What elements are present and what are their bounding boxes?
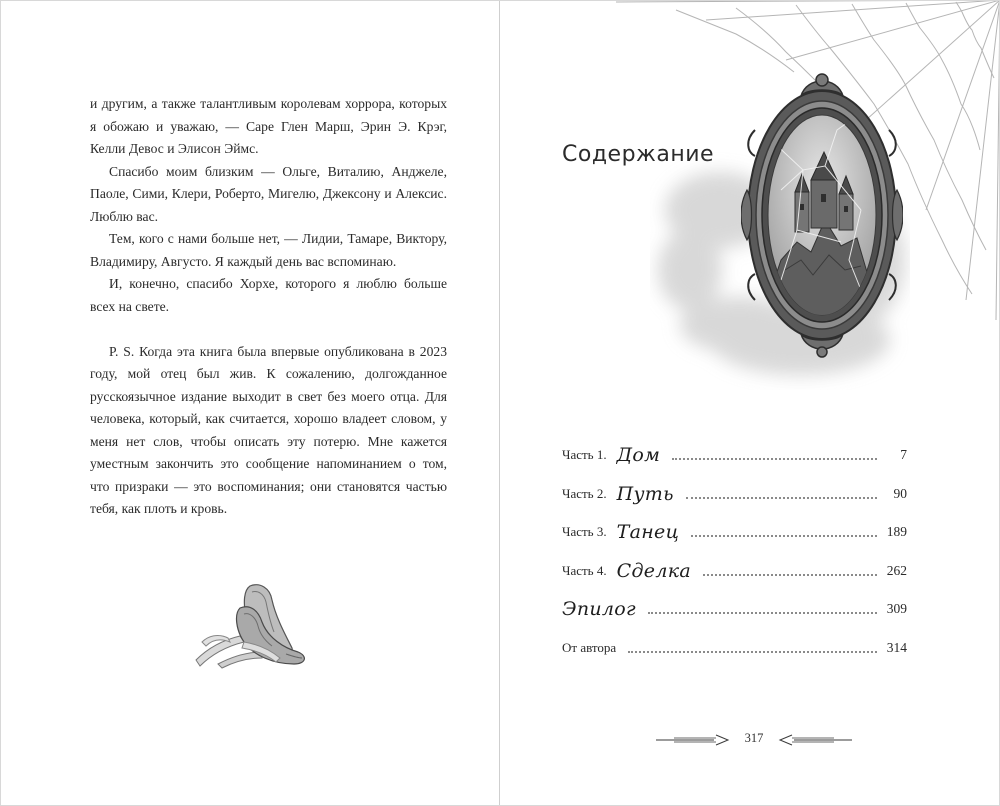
toc-page-number: 262 xyxy=(886,562,907,578)
toc-part-label: Часть 1. xyxy=(562,447,607,463)
toc-leader xyxy=(703,562,877,576)
toc-chapter-name: От автора xyxy=(562,639,617,655)
toc-chapter-name: Путь xyxy=(616,482,674,505)
mirror-castle-icon xyxy=(741,70,903,360)
toc-page-number: 7 xyxy=(900,447,907,463)
postscript: P. S. Когда эта книга была впервые опубликована в 2023 году, мой отец был жив. К сожалению, долгожданное русскоязычное издание выходит в свет без моего отца. Для человека, который, как считается, хорошо владеет словом, у меня нет слов, чтобы описать эту потерю. Мне кажется уместным закончить это сообщение напоминанием о том, что призраки — это воспоминания; они становятся частью тебя, как плоть и кровь. xyxy=(90,343,447,516)
toc-leader xyxy=(691,523,877,537)
table-of-contents xyxy=(562,436,907,667)
page-number: 317 xyxy=(744,731,764,745)
toc-part-label: Часть 4. xyxy=(562,562,607,578)
toc-chapter-name: Танец xyxy=(616,521,680,544)
toc-chapter-name: Дом xyxy=(616,444,661,467)
toc-page-number: 309 xyxy=(886,601,907,617)
page-title: Содержание xyxy=(562,141,715,167)
page-folio xyxy=(654,730,854,750)
toc-part-label: Часть 2. xyxy=(562,485,607,501)
toc-leader xyxy=(648,600,877,614)
toc-leader xyxy=(686,485,877,499)
toc-chapter-name: Сделка xyxy=(616,559,692,582)
toc-entry[interactable] xyxy=(562,590,907,629)
toc-page-number: 189 xyxy=(886,524,907,540)
toc-entry[interactable] xyxy=(562,552,907,591)
toc-entry[interactable] xyxy=(562,629,907,668)
toc-chapter-name: Эпилог xyxy=(562,598,636,621)
toc-leader xyxy=(672,446,877,460)
paragraph: Тем, кого с нами больше нет, — Лидии, Тамаре, Виктору, Владимиру, Августо. Я каждый день вас вспоминаю. xyxy=(90,231,447,269)
acknowledgements-text xyxy=(90,93,447,521)
toc-part-label: Часть 3. xyxy=(562,524,607,540)
left-page xyxy=(0,0,499,806)
toc-page-number: 314 xyxy=(886,639,907,655)
toc-entry[interactable] xyxy=(562,436,907,475)
right-page xyxy=(500,0,1000,806)
toc-leader xyxy=(628,639,877,653)
toc-entry[interactable] xyxy=(562,475,907,514)
paragraph: и другим, а также талантливым королевам хоррора, которых я обожаю и уважаю, — Саре Глен Марш, Эрин Э. Крэг, Келли Девос и Элисон Эймс. xyxy=(90,96,447,156)
paragraph: И, конечно, спасибо Хорхе, которого я люблю больше всех на свете. xyxy=(90,276,447,314)
toc-page-number: 90 xyxy=(893,485,907,501)
ballet-shoes-icon xyxy=(188,578,318,670)
paragraph: Спасибо моим близким — Ольге, Виталию, Анджеле, Паоле, Сими, Клери, Роберто, Мигелю, Джексону и Алексис. Люблю вас. xyxy=(90,163,447,224)
toc-entry[interactable] xyxy=(562,513,907,552)
